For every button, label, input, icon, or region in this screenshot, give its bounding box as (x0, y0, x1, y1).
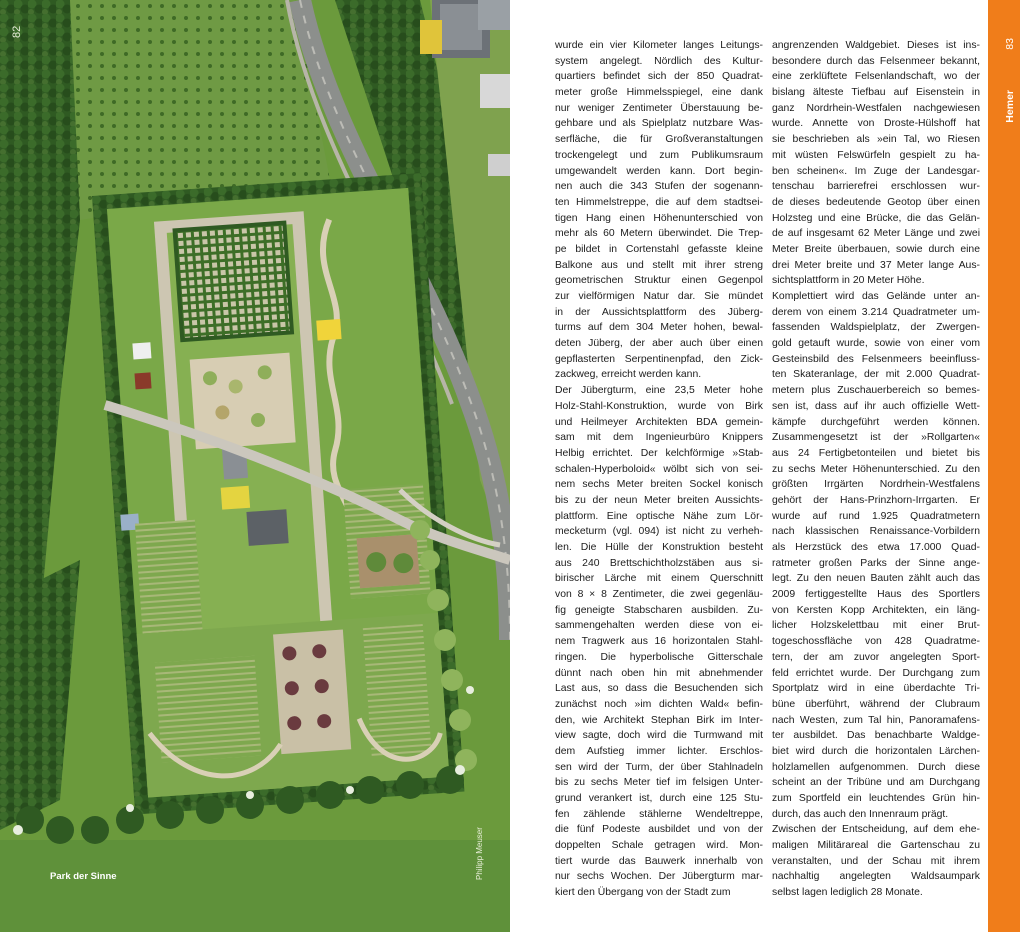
text-line: von Kersten Kopp Architekten, ein läng- (772, 604, 980, 616)
section-edge-bar (988, 0, 1020, 932)
text-line: legt. Zu den neuen Bauten zählt auch das (772, 573, 980, 585)
text-line: Gesteinsbild des Felsenmeers beeinfluss- (772, 353, 980, 365)
text-line: wurde auf rund 1.925 Quadratmetern (772, 510, 980, 522)
text-line: birischer Lärche mit einem Querschnitt (555, 573, 763, 585)
text-line: geometrischen Struktur einen Gegenpol (555, 275, 763, 287)
text-line: selbst lagen lediglich 28 Monate. (772, 887, 923, 899)
text-line: gehört der Hans-Prinzhorn-Irrgarten. Er (772, 494, 980, 506)
text-line: als Herzstück des etwa 17.000 Quad- (772, 542, 980, 553)
text-line: größten Irrgärten Nordrhein-Westfalens (772, 479, 980, 491)
text-line: ringen. Die hyperbolische Gitterschale (555, 651, 763, 663)
text-line: die fünf Podeste ausbildet und von der (555, 824, 763, 836)
text-line: zunächst noch »im dichten Wald« befin- (555, 698, 763, 710)
text-column-2 (772, 38, 980, 901)
text-line: sen ist, dass auf ihr auch offizielle Wett- (772, 400, 980, 412)
text-line: ben scheinen«. Im Zuge der Landesgar- (772, 165, 980, 177)
text-line: licher Holzskelettbau mit einer Brut- (772, 620, 980, 632)
text-line: sam mit dem Ingenieurbüro Knippers (555, 432, 763, 444)
text-line: Last aus, so dass die Besuchenden sich (555, 683, 763, 695)
text-line: kämpfe durchgeführt werden können. (772, 416, 980, 428)
text-column-1 (555, 38, 763, 901)
text-line: nur sechs Wochen. Der Jübergturm mar- (555, 871, 763, 883)
text-line: zackweg, erreicht werden kann. (555, 369, 702, 381)
text-line: bis zu sechs Meter tief im felsigen Unter- (555, 777, 763, 789)
text-line: schalen-Hyperboloid« wölbt sich von sei- (555, 463, 763, 475)
text-line: durch, das auch den Innenraum prägt. (772, 808, 949, 820)
text-line: sammengehalten werden diese von ei- (555, 620, 763, 632)
section-label: Hemer (1004, 90, 1016, 123)
text-line: Zwischen der Entscheidung, auf dem ehe- (772, 824, 980, 836)
text-line: nach Westen, zum Tal hin, Panoramafens- (772, 714, 980, 726)
text-line: serfläche, die für Großveranstaltungen (555, 134, 763, 146)
text-line: bislang älteste Tiefbau auf Eisenstein in (772, 87, 980, 99)
text-line: quartiers befindet sich der 850 Quadrat- (555, 71, 763, 83)
text-line: nem sechs Meter breiten Sockel konisch (555, 479, 763, 491)
page-number-right: 83 (1004, 38, 1016, 50)
text-line: den, wie Architekt Stephan Birk im Inter- (555, 714, 763, 726)
text-line: fen zählende stählerne Wendeltreppe, (555, 808, 763, 820)
text-line: tigen Hang einen Höhenunterschied von (555, 212, 763, 224)
text-line: angrenzenden Waldgebiet. Dieses ist ins- (772, 40, 980, 51)
text-line: pe bildet in Cortenstahl gefasste kleine (555, 243, 763, 255)
page-number-left: 82 (11, 25, 23, 38)
text-line: tenschau barrierefrei erschlossen wur- (772, 181, 980, 193)
text-line: und Heilmeyer Architekten BDA gemein- (555, 416, 763, 428)
text-line: zur vielförmigen Natur dar. Sie mündet (555, 291, 763, 302)
text-line: mit wüsten Felswürfeln gespielt zu ha- (772, 149, 980, 161)
text-line: sichtsplattform in 20 Meter Höhe. (772, 275, 925, 287)
text-line: meter große Himmelsspiegel, eine dank (555, 87, 763, 99)
text-line: tern, der am zuvor angelegten Sport- (772, 651, 980, 663)
text-line: zum Sportfeld ein leuchtendes Grün hin- (772, 793, 980, 804)
text-line: Holzsteg und eine Brücke, die das Gelän- (772, 212, 980, 224)
text-line: biet wird durch die horizontalen Lärchen- (772, 745, 980, 757)
text-line: von 8 × 8 Zentimeter, die zwei gegenläu- (555, 589, 763, 601)
text-line: plattform. Eine optische Nähe zum Lör- (555, 510, 763, 522)
text-line: eine zerklüftete Felsenlandschaft, wo der (772, 71, 980, 83)
text-line: aus 240 Brettschichtholzstäben aus si- (555, 557, 763, 569)
text-line: len. Die Hülle der Konstruktion besteht (555, 542, 763, 553)
text-line: system angelegt. Nördlich des Kultur- (555, 55, 763, 67)
text-line: ten Skateranlage, der mit 2.000 Quadrat- (772, 369, 980, 381)
text-line: sen wird der Turm, der über Stahlnadeln (555, 761, 763, 773)
text-line: ten Himmelstreppe, die auf dem stadtsei- (555, 196, 763, 208)
text-line: Holz-Stahl-Konstruktion, wurde von Birk (555, 400, 763, 412)
text-line: Balkone aus und stellt mit ihrer streng (555, 259, 763, 271)
text-line: Meter Breite überbauen, sowie durch eine (772, 243, 980, 255)
text-line: Zusammengesetzt ist der »Rollgarten« (772, 432, 980, 444)
text-line: wurde ein vier Kilometer langes Leitungs- (555, 40, 763, 51)
text-line: fig geneigte Stabscharen ausbilden. Zu- (555, 604, 763, 616)
text-line: wurde. Annette von Droste-Hülshoff hat (772, 118, 980, 130)
text-line: metern plus Zuschauerbereich so bemes- (772, 385, 980, 397)
text-line: deten Jüberg, der aber auch über einen (555, 338, 763, 350)
text-line: Sportplatz wird in eine überdachte Tri- (772, 683, 980, 695)
text-line: dünnt nach oben hin mit abnehmender (555, 667, 763, 679)
text-line: besondere durch das Felsenmeer bekannt, (772, 55, 980, 67)
text-line: tiert wurde das Bauwerk innerhalb von (555, 855, 763, 867)
text-line: gepflasterten Serpentinenpfad, den Zick- (555, 353, 763, 365)
text-line: derem von einem 3.214 Quadratmeter um- (772, 306, 980, 318)
text-line: trockengelegt und zum Publikumsraum (555, 149, 763, 161)
text-line: zu sechs Meter Höhenunterschied. Zu den (772, 463, 980, 475)
text-line: drei Meter breite und 37 Meter lange Aus- (772, 259, 980, 271)
text-line: mecketurm (vgl. 094) ist nicht zu verheh- (555, 526, 763, 538)
text-line: umgewandelt werden kann. Dort begin- (555, 165, 763, 177)
text-line: ganz Nordrhein-Westfalen nachgewiesen (772, 102, 980, 114)
text-page (510, 0, 988, 932)
text-line: büne überführt, während der Clubraum (772, 698, 980, 710)
text-line: nem Tragwerk aus 16 horizontalen Stahl- (555, 636, 763, 648)
text-line: fassenden Waldspielplatz, der Zwergen- (772, 322, 980, 334)
text-line: holzlamellen aufgenommen. Durch diese (772, 761, 980, 773)
text-line: view sagte, doch wird die Turmwand mit (555, 730, 763, 742)
text-line: Helbig errichtet. Der kelchförmige »Stab- (555, 447, 763, 459)
text-line: aus 24 Fertigbetonteilen und bietet bis (772, 447, 980, 459)
text-line: in der Aussichtsplattform des Jüberg- (555, 306, 763, 318)
text-line: ter ausbildet. Das benachbarte Waldge- (772, 730, 980, 742)
text-line: nen auch die 343 Stufen der sogenann- (555, 181, 763, 193)
text-line: dem Aufstieg immer lichter. Erschlos- (555, 745, 763, 757)
text-line: de dieses bedeutende Geotop über einen (772, 196, 980, 208)
text-line: doppelten Schale getragen wird. Mon- (555, 840, 763, 852)
text-line: Der Jübergturm, eine 23,5 Meter hohe (555, 385, 763, 397)
text-line: 2009 fertiggestellte Haus des Sportlers (772, 589, 980, 601)
text-line: nur weniger Zentimeter Überstauung be- (555, 102, 763, 114)
text-line: gold getauft wurde, sowie von einer vom (772, 338, 980, 350)
text-line: nach klassischen Renaissance-Vorbildern (772, 526, 980, 538)
text-line: kiert den Übergang von der Stadt zum (555, 887, 731, 899)
text-line: grund verankert ist, durch eine 125 Stu- (555, 793, 763, 804)
text-line: nachhaltig angelegten Waldsaumpark (772, 871, 980, 883)
photo-credit: Philipp Meuser (475, 827, 484, 880)
text-line: scheint an der Tribüne und am Durchgang (772, 777, 980, 789)
text-line: mehr als 60 Metern überwindet. Die Trep- (555, 228, 763, 240)
text-line: de auf insgesamt 62 Meter Länge und zwei (772, 228, 980, 240)
text-line: Komplettiert wird das Gelände unter an- (772, 291, 980, 302)
text-line: veranstalten, und der Schau mit ihrem (772, 855, 980, 867)
text-line: maligen Militärareal die Gartenschau zu (772, 840, 980, 852)
text-line: gehbare und als Spielplatz nutzbare Was- (555, 118, 763, 130)
text-line: sie beschrieben als »ein Tal, wo Riesen (772, 134, 980, 146)
text-line: ratmeter großen Parks der Sinne ange- (772, 557, 980, 569)
text-line: togeschossfläche von 428 Quadratme- (772, 636, 980, 648)
text-line: turms auf dem 304 Meter hohen, bewal- (555, 322, 763, 334)
photo-caption: Park der Sinne (50, 871, 117, 882)
text-line: bis zu der neun Meter breiten Aussichts- (555, 494, 763, 506)
text-line: feld errichtet wurde. Der Durchgang zum (772, 667, 980, 679)
